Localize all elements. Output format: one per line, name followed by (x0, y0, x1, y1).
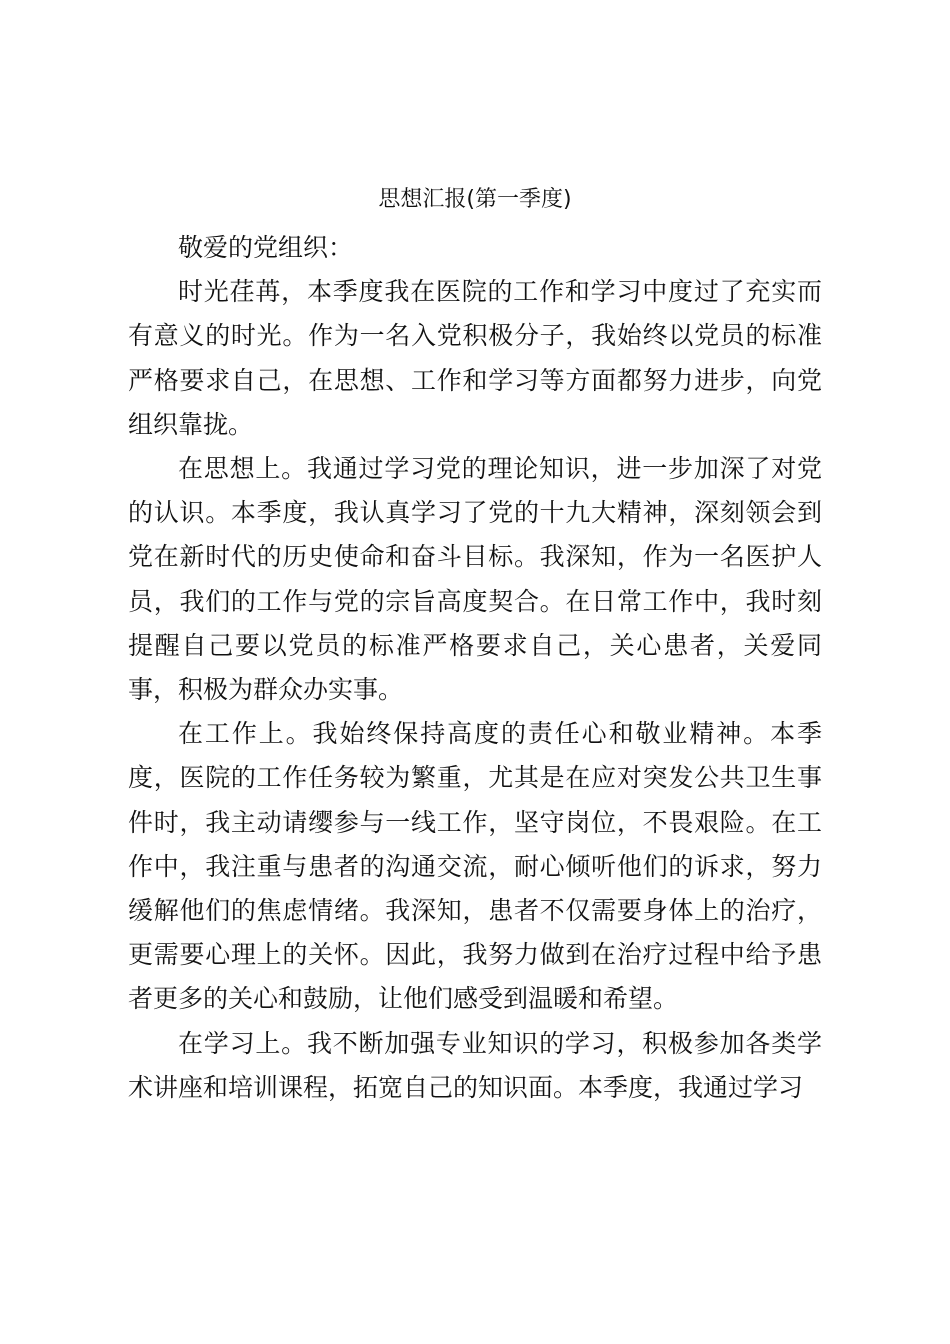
document-title: 思想汇报(第一季度) (378, 187, 572, 212)
document-body (128, 226, 822, 1110)
salutation: 敬爱的党组织： (178, 233, 354, 262)
paragraph-study: 在学习上。我不断加强专业知识的学习，积极参加各类学术讲座和培训课程，拓宽自己的知识面。本季度，我通过学习 (128, 1028, 822, 1102)
paragraph-intro: 时光荏苒，本季度我在医院的工作和学习中度过了充实而有意义的时光。作为一名入党积极分子，我始终以党员的标准严格要求自己，在思想、工作和学习等方面都努力进步，向党组织靠拢。 (128, 277, 822, 439)
paragraph-thought: 在思想上。我通过学习党的理论知识，进一步加深了对党的认识。本季度，我认真学习了党的十九大精神，深刻领会到党在新时代的历史使命和奋斗目标。我深知，作为一名医护人员，我们的工作与党的宗旨高度契合。在日常工作中，我时刻提醒自己要以党员的标准严格要求自己，关心患者，关爱同事，积极为群众办实事。 (128, 454, 822, 705)
paragraph-work: 在工作上。我始终保持高度的责任心和敬业精神。本季度，医院的工作任务较为繁重，尤其是在应对突发公共卫生事件时，我主动请缨参与一线工作，坚守岗位，不畏艰险。在工作中，我注重与患者的沟通交流，耐心倾听他们的诉求，努力缓解他们的焦虑情绪。我深知，患者不仅需要身体上的治疗，更需要心理上的关怀。因此，我努力做到在治疗过程中给予患者更多的关心和鼓励，让他们感受到温暖和希望。 (128, 719, 822, 1014)
